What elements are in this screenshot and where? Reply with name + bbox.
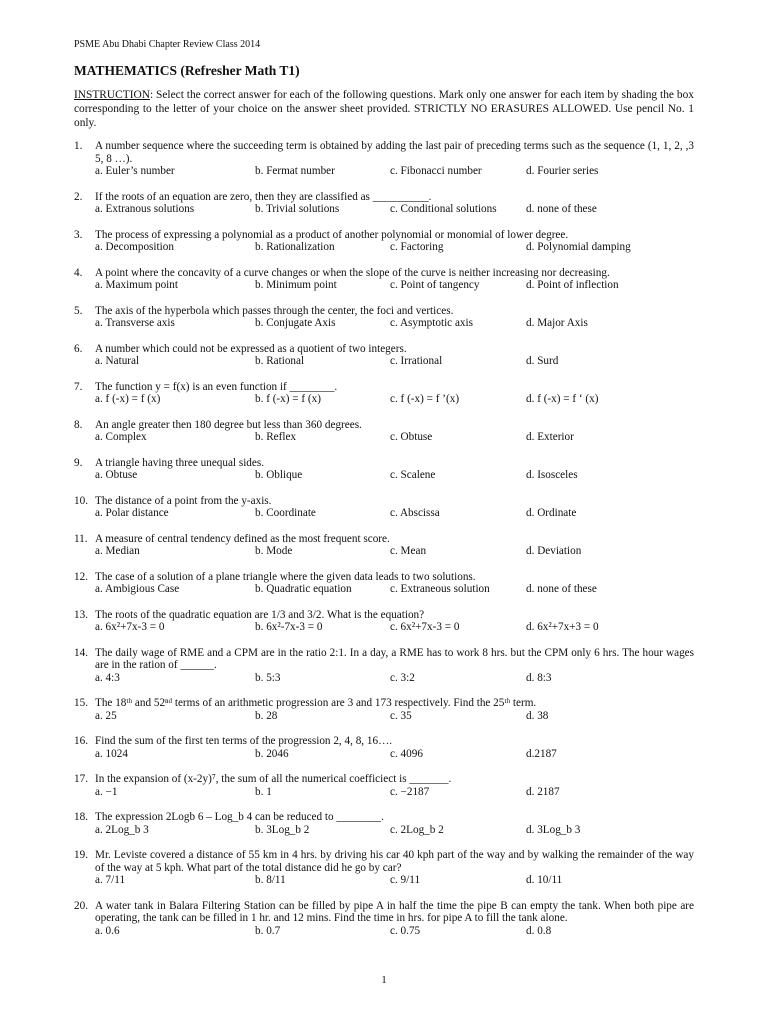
question-stem: If the roots of an equation are zero, then they are classified as __________. bbox=[95, 190, 432, 203]
answer-option: d. Polynomial damping bbox=[526, 241, 631, 253]
answer-option: b. Reflex bbox=[255, 431, 297, 443]
answer-options bbox=[95, 583, 694, 596]
question-number: 19. bbox=[74, 849, 88, 861]
question-item bbox=[74, 697, 694, 722]
answer-option: a. 2Log_b 3 bbox=[95, 823, 149, 836]
question-number: 9. bbox=[74, 456, 83, 469]
question-spacer bbox=[74, 684, 694, 697]
question-spacer bbox=[74, 558, 694, 571]
answer-options bbox=[95, 748, 694, 761]
question-spacer bbox=[74, 798, 694, 811]
answer-option: d. 38 bbox=[526, 709, 549, 722]
question-stem: A water tank in Balara Filtering Station can be filled by pipe A in half the time the pipe B can empty the tank. When both pipe are operating, the tank can be filled in 1 hr. and 12 mins. Find the time in hrs. for pipe A to fill the tank alone. bbox=[95, 899, 694, 924]
answer-option: d. 2187 bbox=[526, 785, 560, 798]
answer-option: c. 35 bbox=[390, 709, 412, 722]
answer-option: c. 9/11 bbox=[390, 874, 421, 886]
answer-option: b. 3Log_b 2 bbox=[255, 823, 310, 836]
question-number: 20. bbox=[74, 899, 88, 912]
answer-option: c. −2187 bbox=[390, 785, 430, 798]
answer-option: d. Deviation bbox=[526, 545, 582, 557]
answer-options bbox=[95, 241, 694, 254]
question-spacer bbox=[74, 482, 694, 495]
question-stem: The expression 2Logb 6 – Log_b 4 can be reduced to ________. bbox=[95, 811, 384, 823]
answer-option: b. 1 bbox=[255, 785, 272, 798]
answer-option: c. Conditional solutions bbox=[390, 203, 497, 215]
answer-option: a. Transverse axis bbox=[95, 317, 175, 329]
question-item bbox=[74, 495, 694, 520]
instruction-label: INSTRUCTION bbox=[74, 89, 150, 101]
question-number: 7. bbox=[74, 380, 83, 393]
answer-options bbox=[95, 621, 694, 634]
question-spacer bbox=[74, 760, 694, 773]
answer-option: d.2187 bbox=[526, 747, 557, 760]
answer-option: b. Rationalization bbox=[255, 241, 335, 253]
answer-options bbox=[95, 710, 694, 723]
question-number: 6. bbox=[74, 342, 83, 355]
instruction-paragraph bbox=[74, 88, 694, 130]
answer-option: a. Extranous solutions bbox=[95, 203, 195, 215]
question-item bbox=[74, 609, 694, 634]
question-stem: Mr. Leviste covered a distance of 55 km in 4 hrs. by driving his car 40 kph part of the way and by walking the remainder of the way of the way at 5 kph. What part of the total distance did he go by car? bbox=[95, 849, 694, 874]
answer-option: c. 0.75 bbox=[390, 924, 421, 937]
question-item bbox=[74, 647, 694, 685]
question-number: 2. bbox=[74, 190, 83, 203]
question-stem: A point where the concavity of a curve changes or when the slope of the curve is neither increasing nor decreasing. bbox=[95, 266, 610, 279]
answer-option: b. f (-x) = f (x) bbox=[255, 393, 321, 405]
question-number: 17. bbox=[74, 773, 88, 785]
answer-option: a. 6x²+7x-3 = 0 bbox=[95, 621, 165, 633]
question-spacer bbox=[74, 216, 694, 229]
question-stem: The process of expressing a polynomial as a product of another polynomial or monomial of lower degree. bbox=[95, 228, 569, 241]
question-item bbox=[74, 533, 694, 558]
question-stem: The distance of a point from the y-axis. bbox=[95, 494, 272, 507]
question-item bbox=[74, 191, 694, 216]
question-stem: A triangle having three unequal sides. bbox=[95, 456, 265, 469]
answer-option: d. none of these bbox=[526, 583, 597, 595]
answer-option: b. Rational bbox=[255, 355, 305, 367]
answer-options bbox=[95, 925, 694, 938]
question-spacer bbox=[74, 520, 694, 533]
question-item bbox=[74, 735, 694, 760]
question-stem: An angle greater then 180 degree but less than 360 degrees. bbox=[95, 418, 362, 431]
question-item bbox=[74, 267, 694, 292]
answer-option: d. Exterior bbox=[526, 431, 574, 443]
answer-option: c. Scalene bbox=[390, 469, 436, 481]
question-number: 12. bbox=[74, 570, 88, 583]
question-number: 11. bbox=[74, 532, 88, 545]
answer-option: c. Fibonacci number bbox=[390, 165, 482, 177]
answer-option: d. 3Log_b 3 bbox=[526, 823, 581, 836]
answer-options bbox=[95, 469, 694, 482]
question-item bbox=[74, 419, 694, 444]
instruction-text: : Select the correct answer for each of the following questions. Mark only one answer for each item by shading the box corresponding to the letter of your choice on the answer sheet provided. STRICTLY NO ERASURES ALLOWED. Use pencil No. 1 only. bbox=[74, 89, 694, 129]
answer-options bbox=[95, 355, 694, 368]
question-number: 16. bbox=[74, 735, 88, 747]
answer-option: a. f (-x) = f (x) bbox=[95, 393, 161, 405]
question-stem: The case of a solution of a plane triangle where the given data leads to two solutions. bbox=[95, 570, 476, 583]
answer-option: b. Fermat number bbox=[255, 165, 335, 177]
question-stem: The function y = f(x) is an even function if ________. bbox=[95, 380, 338, 393]
answer-options bbox=[95, 165, 694, 178]
answer-option: a. 25 bbox=[95, 709, 117, 722]
question-stem: The daily wage of RME and a CPM are in the ratio 2:1. In a day, a RME has to work 8 hrs. but the CPM only 6 hrs. The hour wages are in the ration of ______. bbox=[95, 646, 694, 671]
answer-option: a. 7/11 bbox=[95, 874, 126, 886]
answer-option: b. 2046 bbox=[255, 747, 289, 760]
answer-option: a. Maximum point bbox=[95, 279, 178, 291]
answer-option: a. Median bbox=[95, 545, 140, 557]
answer-option: d. 8:3 bbox=[526, 671, 552, 684]
question-number: 4. bbox=[74, 266, 83, 279]
answer-option: c. 3:2 bbox=[390, 671, 415, 684]
answer-option: b. Conjugate Axis bbox=[255, 317, 336, 329]
question-number: 3. bbox=[74, 228, 83, 241]
question-spacer bbox=[74, 836, 694, 849]
answer-option: c. 4096 bbox=[390, 747, 423, 760]
answer-option: b. 0.7 bbox=[255, 924, 281, 937]
question-number: 5. bbox=[74, 304, 83, 317]
answer-option: b. Trivial solutions bbox=[255, 203, 340, 215]
question-stem: A number which could not be expressed as a quotient of two integers. bbox=[95, 342, 407, 355]
question-item bbox=[74, 140, 694, 178]
answer-option: b. 8/11 bbox=[255, 874, 286, 886]
answer-option: c. Extraneous solution bbox=[390, 583, 490, 595]
answer-option: a. Euler’s number bbox=[95, 165, 175, 177]
answer-options bbox=[95, 672, 694, 685]
question-item bbox=[74, 457, 694, 482]
question-item bbox=[74, 229, 694, 254]
answer-options bbox=[95, 279, 694, 292]
answer-option: a. Decomposition bbox=[95, 241, 174, 253]
question-item bbox=[74, 571, 694, 596]
answer-option: c. Point of tangency bbox=[390, 279, 480, 291]
question-spacer bbox=[74, 330, 694, 343]
answer-option: a. Complex bbox=[95, 431, 147, 443]
question-number: 13. bbox=[74, 608, 88, 621]
answer-option: c. 2Log_b 2 bbox=[390, 823, 444, 836]
question-item bbox=[74, 900, 694, 938]
answer-option: a. Polar distance bbox=[95, 507, 169, 519]
answer-option: a. 1024 bbox=[95, 747, 128, 760]
question-spacer bbox=[74, 254, 694, 267]
answer-option: b. 6x²-7x-3 = 0 bbox=[255, 621, 323, 633]
answer-option: b. 5:3 bbox=[255, 671, 281, 684]
answer-option: a. 0.6 bbox=[95, 924, 120, 937]
question-item bbox=[74, 343, 694, 368]
question-number: 18. bbox=[74, 811, 88, 823]
page-title: MATHEMATICS (Refresher Math T1) bbox=[74, 63, 300, 78]
question-stem: The axis of the hyperbola which passes through the center, the foci and vertices. bbox=[95, 304, 454, 317]
answer-option: c. Asymptotic axis bbox=[390, 317, 473, 329]
answer-option: a. Natural bbox=[95, 355, 140, 367]
answer-option: a. −1 bbox=[95, 785, 118, 798]
answer-option: d. Isosceles bbox=[526, 469, 578, 481]
answer-options bbox=[95, 786, 694, 799]
answer-option: d. Fourier series bbox=[526, 165, 599, 177]
answer-option: c. Abscissa bbox=[390, 507, 440, 519]
question-stem: Find the sum of the first ten terms of the progression 2, 4, 8, 16…. bbox=[95, 735, 393, 747]
answer-option: c. Factoring bbox=[390, 241, 444, 253]
question-stem: The roots of the quadratic equation are 1/3 and 3/2. What is the equation? bbox=[95, 608, 425, 621]
answer-option: d. none of these bbox=[526, 203, 597, 215]
answer-option: d. 6x²+7x+3 = 0 bbox=[526, 621, 599, 633]
question-spacer bbox=[74, 292, 694, 305]
question-item bbox=[74, 305, 694, 330]
answer-option: d. 10/11 bbox=[526, 874, 563, 886]
question-number: 10. bbox=[74, 494, 88, 507]
question-number: 8. bbox=[74, 418, 83, 431]
answer-option: b. 28 bbox=[255, 709, 278, 722]
question-stem: A measure of central tendency defined as the most frequent score. bbox=[95, 532, 390, 545]
answer-option: c. 6x²+7x-3 = 0 bbox=[390, 621, 460, 633]
question-spacer bbox=[74, 178, 694, 191]
answer-option: d. f (-x) = f ‘ (x) bbox=[526, 393, 599, 405]
question-item bbox=[74, 811, 694, 836]
question-spacer bbox=[74, 368, 694, 381]
answer-option: c. Obtuse bbox=[390, 431, 433, 443]
question-number: 15. bbox=[74, 697, 88, 709]
answer-option: b. Oblique bbox=[255, 469, 303, 481]
answer-option: a. 4:3 bbox=[95, 671, 120, 684]
answer-option: d. 0.8 bbox=[526, 924, 552, 937]
question-spacer bbox=[74, 596, 694, 609]
answer-option: d. Point of inflection bbox=[526, 279, 619, 291]
question-list bbox=[74, 140, 694, 937]
question-spacer bbox=[74, 634, 694, 647]
question-number: 14. bbox=[74, 646, 88, 659]
question-item bbox=[74, 773, 694, 798]
question-item bbox=[74, 381, 694, 406]
question-stem: The 18ᵗʰ and 52ⁿᵈ terms of an arithmetic progression are 3 and 173 respectively. Find the 25ᵗʰ term. bbox=[95, 697, 537, 709]
question-spacer bbox=[74, 887, 694, 900]
question-number: 1. bbox=[74, 140, 83, 152]
running-header: PSME Abu Dhabi Chapter Review Class 2014 bbox=[74, 39, 261, 50]
answer-option: b. Mode bbox=[255, 545, 293, 557]
answer-option: a. Obtuse bbox=[95, 469, 138, 481]
question-spacer bbox=[74, 444, 694, 457]
question-stem: A number sequence where the succeeding term is obtained by adding the last pair of preceding terms such as the sequence (1, 1, 2, ,3 5, 8 …). bbox=[95, 140, 694, 165]
answer-options bbox=[95, 393, 694, 406]
question-stem: In the expansion of (x-2y)⁷, the sum of all the numerical coefficiect is _______. bbox=[95, 773, 452, 785]
answer-option: c. Mean bbox=[390, 545, 427, 557]
question-spacer bbox=[74, 406, 694, 419]
answer-options bbox=[95, 203, 694, 216]
answer-option: c. f (-x) = f ’(x) bbox=[390, 393, 460, 405]
question-spacer bbox=[74, 722, 694, 735]
answer-options bbox=[95, 431, 694, 444]
answer-option: b. Minimum point bbox=[255, 279, 337, 291]
answer-option: b. Quadratic equation bbox=[255, 583, 352, 595]
answer-option: d. Ordinate bbox=[526, 507, 577, 519]
answer-options bbox=[95, 874, 694, 887]
answer-option: a. Ambigious Case bbox=[95, 583, 180, 595]
answer-options bbox=[95, 824, 694, 837]
answer-options bbox=[95, 317, 694, 330]
page-number: 1 bbox=[381, 974, 387, 986]
answer-option: d. Major Axis bbox=[526, 317, 588, 329]
answer-option: c. Irrational bbox=[390, 355, 443, 367]
answer-option: d. Surd bbox=[526, 355, 559, 367]
answer-options bbox=[95, 507, 694, 520]
answer-option: b. Coordinate bbox=[255, 507, 316, 519]
question-item bbox=[74, 849, 694, 887]
answer-options bbox=[95, 545, 694, 558]
